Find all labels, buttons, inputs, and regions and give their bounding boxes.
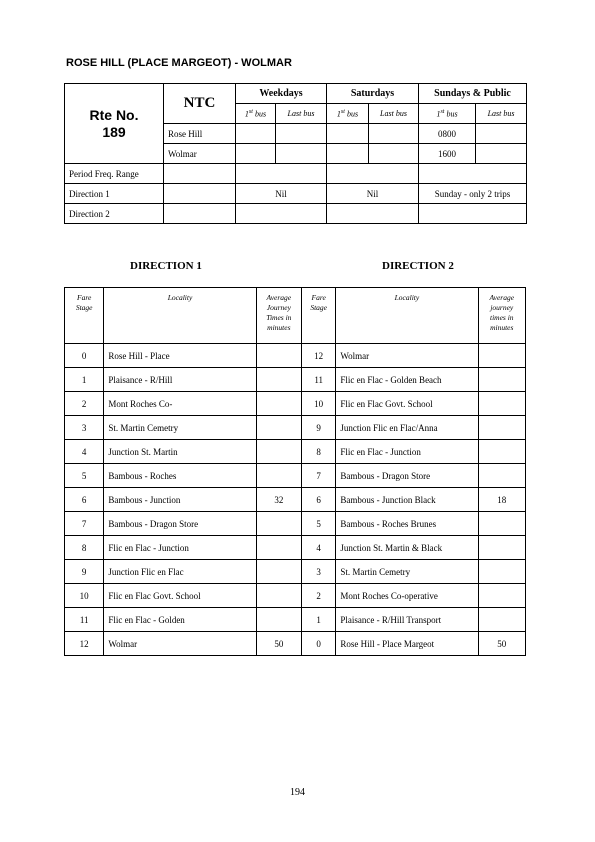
fare-stage-cell: 4 bbox=[65, 440, 104, 464]
journey-time-cell bbox=[478, 368, 525, 392]
journey-time-cell bbox=[478, 440, 525, 464]
fare-stage-cell: 9 bbox=[302, 416, 336, 440]
cell bbox=[419, 204, 527, 224]
table-row bbox=[65, 632, 526, 656]
fare-stage-cell: 12 bbox=[65, 632, 104, 656]
journey-time-cell bbox=[478, 512, 525, 536]
locality-cell: Flic en Flac - Junction bbox=[336, 440, 478, 464]
period-label: Period Freq. Range bbox=[65, 164, 164, 184]
locality-header: Locality bbox=[104, 288, 256, 344]
dir1-saturdays: Nil bbox=[327, 184, 419, 204]
fare-stage-cell: 2 bbox=[65, 392, 104, 416]
locality-cell: Mont Roches Co- bbox=[104, 392, 256, 416]
cell bbox=[164, 164, 236, 184]
journey-time-cell: 50 bbox=[256, 632, 301, 656]
locality-cell: Wolmar bbox=[104, 632, 256, 656]
fare-stage-cell: 9 bbox=[65, 560, 104, 584]
table-row bbox=[65, 608, 526, 632]
fare-stage-cell: 10 bbox=[65, 584, 104, 608]
fare-stage-cell: 3 bbox=[65, 416, 104, 440]
journey-time-cell: 50 bbox=[478, 632, 525, 656]
locality-cell: Bambous - Junction Black bbox=[336, 488, 478, 512]
journey-time-cell bbox=[256, 608, 301, 632]
locality-cell: Rose Hill - Place Margeot bbox=[336, 632, 478, 656]
locality-cell: Bambous - Dragon Store bbox=[104, 512, 256, 536]
first-suffix: bus bbox=[252, 109, 267, 119]
locality-cell: Junction St. Martin & Black bbox=[336, 536, 478, 560]
table-row bbox=[65, 560, 526, 584]
locality-cell: Flic en Flac - Golden bbox=[104, 608, 256, 632]
locality-cell: Junction Flic en Flac bbox=[104, 560, 256, 584]
journey-time-cell bbox=[478, 464, 525, 488]
locality-cell: Rose Hill - Place bbox=[104, 344, 256, 368]
first-prefix: 1 bbox=[336, 109, 341, 119]
journey-time-cell bbox=[256, 512, 301, 536]
fare-stage-cell: 1 bbox=[302, 608, 336, 632]
ntc-label: NTC bbox=[164, 84, 236, 124]
first-prefix: 1 bbox=[244, 109, 249, 119]
journey-time-cell: 32 bbox=[256, 488, 301, 512]
cell bbox=[236, 164, 327, 184]
locality-cell: Junction St. Martin bbox=[104, 440, 256, 464]
fare-stage-cell: 0 bbox=[302, 632, 336, 656]
journey-time-cell bbox=[478, 392, 525, 416]
locality-cell: Flic en Flac Govt. School bbox=[104, 584, 256, 608]
rose-hill-sunday-first: 0800 bbox=[419, 124, 476, 144]
first-sup: st bbox=[248, 108, 253, 115]
cell bbox=[369, 124, 419, 144]
first-prefix: 1 bbox=[436, 109, 441, 119]
direction1-heading: DIRECTION 1 bbox=[130, 260, 202, 272]
table-row bbox=[65, 464, 526, 488]
locality-header: Locality bbox=[336, 288, 478, 344]
locality-cell: Flic en Flac - Golden Beach bbox=[336, 368, 478, 392]
route-number bbox=[65, 84, 164, 164]
locality-cell: Wolmar bbox=[336, 344, 478, 368]
locality-cell: St. Martin Cemetry bbox=[104, 416, 256, 440]
cell bbox=[369, 144, 419, 164]
journey-time-cell bbox=[256, 536, 301, 560]
table-row bbox=[65, 344, 526, 368]
fare-stage-cell: 11 bbox=[65, 608, 104, 632]
cell bbox=[164, 204, 236, 224]
route-info-table bbox=[64, 83, 527, 224]
fare-stage-cell: 5 bbox=[65, 464, 104, 488]
fare-stage-cell: 3 bbox=[302, 560, 336, 584]
fare-stage-cell: 12 bbox=[302, 344, 336, 368]
cell bbox=[276, 124, 327, 144]
journey-time-cell bbox=[478, 416, 525, 440]
locality-cell: Bambous - Roches Brunes bbox=[336, 512, 478, 536]
locality-cell: Flic en Flac Govt. School bbox=[336, 392, 478, 416]
last-bus-header: Last bus bbox=[276, 104, 327, 124]
cell bbox=[419, 164, 527, 184]
journey-time-cell bbox=[256, 416, 301, 440]
direction2-heading: DIRECTION 2 bbox=[382, 260, 454, 272]
journey-time-cell: 18 bbox=[478, 488, 525, 512]
journey-time-cell bbox=[256, 464, 301, 488]
route-number-text: Rte No. 189 bbox=[89, 106, 139, 140]
cell bbox=[236, 124, 276, 144]
fare-stage-header: Fare Stage bbox=[302, 288, 336, 344]
table-row bbox=[65, 512, 526, 536]
fare-stage-cell: 8 bbox=[302, 440, 336, 464]
journey-time-cell bbox=[256, 440, 301, 464]
cell bbox=[164, 184, 236, 204]
journey-time-cell bbox=[256, 344, 301, 368]
table-row bbox=[65, 392, 526, 416]
cell bbox=[476, 124, 527, 144]
direction1-label: Direction 1 bbox=[65, 184, 164, 204]
first-bus-header bbox=[419, 104, 476, 124]
wolmar-sunday-first: 1600 bbox=[419, 144, 476, 164]
wolmar-label: Wolmar bbox=[164, 144, 236, 164]
first-sup: st bbox=[340, 108, 345, 115]
last-bus-header: Last bus bbox=[476, 104, 527, 124]
locality-cell: St. Martin Cemetry bbox=[336, 560, 478, 584]
fare-stage-cell: 2 bbox=[302, 584, 336, 608]
sundays-header: Sundays & Public bbox=[419, 84, 527, 104]
page-number: 194 bbox=[290, 787, 305, 798]
locality-cell: Bambous - Roches bbox=[104, 464, 256, 488]
locality-cell: Mont Roches Co-operative bbox=[336, 584, 478, 608]
table-row bbox=[65, 440, 526, 464]
first-bus-header bbox=[236, 104, 276, 124]
journey-time-cell bbox=[478, 536, 525, 560]
fare-stage-cell: 10 bbox=[302, 392, 336, 416]
cell bbox=[327, 204, 419, 224]
cell bbox=[327, 124, 369, 144]
first-bus-header bbox=[327, 104, 369, 124]
journey-time-cell bbox=[256, 560, 301, 584]
table-row bbox=[65, 584, 526, 608]
fare-stage-cell: 4 bbox=[302, 536, 336, 560]
first-suffix: bus bbox=[444, 109, 458, 119]
journey-time-cell bbox=[478, 608, 525, 632]
fare-stage-cell: 7 bbox=[302, 464, 336, 488]
locality-cell: Plaisance - R/Hill Transport bbox=[336, 608, 478, 632]
journey-time-cell bbox=[256, 392, 301, 416]
fare-stage-cell: 11 bbox=[302, 368, 336, 392]
journey-time-cell bbox=[478, 584, 525, 608]
cell bbox=[276, 144, 327, 164]
locality-cell: Bambous - Junction bbox=[104, 488, 256, 512]
stops-table bbox=[64, 287, 526, 656]
journey-time-cell bbox=[478, 560, 525, 584]
first-sup: st bbox=[440, 108, 445, 115]
fare-stage-cell: 7 bbox=[65, 512, 104, 536]
dir1-weekdays: Nil bbox=[236, 184, 327, 204]
avg-time-header: Average Journey Times in minutes bbox=[256, 288, 301, 344]
fare-stage-cell: 0 bbox=[65, 344, 104, 368]
fare-stage-cell: 5 bbox=[302, 512, 336, 536]
page-title: ROSE HILL (PLACE MARGEOT) - WOLMAR bbox=[66, 57, 292, 69]
cell bbox=[327, 144, 369, 164]
direction2-label: Direction 2 bbox=[65, 204, 164, 224]
fare-stage-cell: 6 bbox=[302, 488, 336, 512]
fare-stage-cell: 6 bbox=[65, 488, 104, 512]
cell bbox=[476, 144, 527, 164]
table-row bbox=[65, 536, 526, 560]
journey-time-cell bbox=[256, 584, 301, 608]
locality-cell: Flic en Flac - Junction bbox=[104, 536, 256, 560]
locality-cell: Junction Flic en Flac/Anna bbox=[336, 416, 478, 440]
rose-hill-label: Rose Hill bbox=[164, 124, 236, 144]
locality-cell: Plaisance - R/Hill bbox=[104, 368, 256, 392]
fare-stage-cell: 8 bbox=[65, 536, 104, 560]
cell bbox=[236, 144, 276, 164]
journey-time-cell bbox=[256, 368, 301, 392]
locality-cell: Bambous - Dragon Store bbox=[336, 464, 478, 488]
weekdays-header: Weekdays bbox=[236, 84, 327, 104]
table-row bbox=[65, 488, 526, 512]
journey-time-cell bbox=[478, 344, 525, 368]
avg-time-header: Average journey times in minutes bbox=[478, 288, 525, 344]
first-suffix: bus bbox=[344, 109, 359, 119]
table-row bbox=[65, 368, 526, 392]
fare-stage-cell: 1 bbox=[65, 368, 104, 392]
dir1-sundays: Sunday - only 2 trips bbox=[419, 184, 527, 204]
saturdays-header: Saturdays bbox=[327, 84, 419, 104]
cell bbox=[327, 164, 419, 184]
table-row bbox=[65, 416, 526, 440]
last-bus-header: Last bus bbox=[369, 104, 419, 124]
cell bbox=[236, 204, 327, 224]
fare-stage-header: Fare Stage bbox=[65, 288, 104, 344]
